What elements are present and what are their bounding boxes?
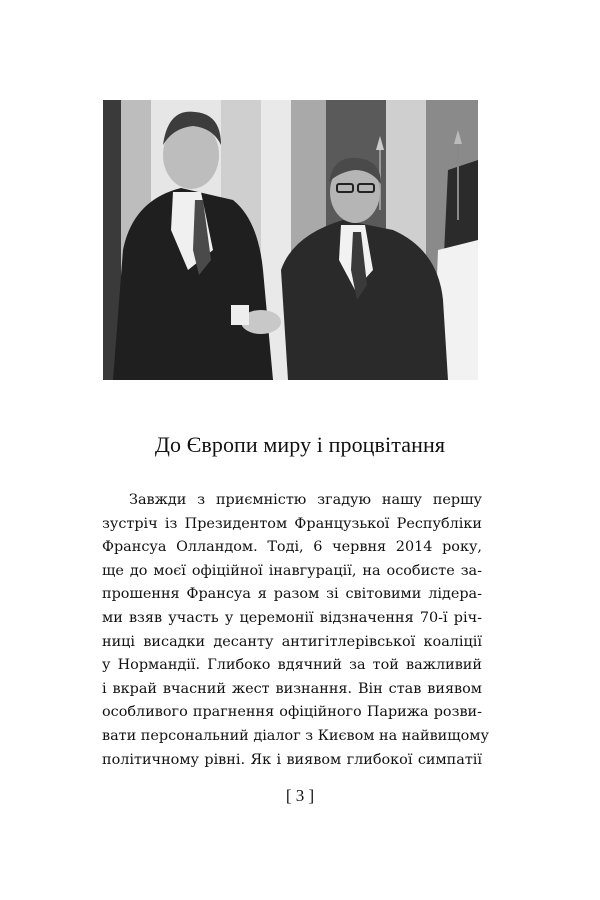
text-line: Франсуа Олландом. Тоді, 6 червня 2014 року, — [102, 539, 482, 556]
text-line: особливого прагнення офіційного Парижа розви- — [102, 704, 482, 721]
text-line: Завжди з приємністю згадую нашу першу — [129, 492, 482, 508]
text-line: ще до моєї офіційної інавгурації, на особисте за- — [102, 562, 482, 579]
page-heading: До Європи миру і процвітання — [154, 432, 446, 457]
text-line: ми взяв участь у церемонії відзначення 70-ї річ- — [102, 609, 482, 626]
photo-illustration — [103, 100, 478, 380]
text-line: і вкрай вчасний жест визнання. Він став виявом — [102, 680, 482, 697]
text-line: прошення Франсуа я разом зі світовими лідера- — [102, 586, 482, 603]
text-line: ниці висадки десанту антигітлерівської коаліції — [102, 633, 482, 650]
text-line: політичному рівні. Як і виявом глибокої симпатії — [102, 751, 482, 768]
body-paragraph — [102, 489, 489, 772]
text-line: зустріч із Президентом Французької Республіки — [102, 515, 482, 532]
page-number: [ 3 ] — [285, 786, 315, 805]
text-line: вати персональний діалог з Києвом на найвищому — [102, 727, 489, 744]
photo-handshake — [103, 100, 478, 380]
text-line: у Нормандії. Глибоко вдячний за той важливий — [102, 657, 482, 674]
